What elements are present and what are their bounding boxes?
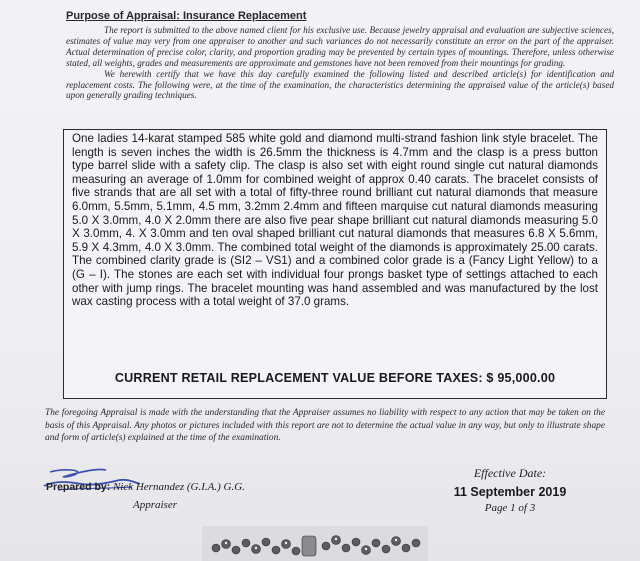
effective-date: 11 September 2019: [453, 485, 567, 499]
intro-paragraph-1: The report is submitted to the above named client for his exclusive use. Because jewelry appraisal and evaluation are subjective sciences, estimates of value may very from one appraiser to another and such variances do not necessarily constitute an error on the part of the appraiser. Actual determination of precise color, clarity, and proportion grading may be prevented by certain types of mountings. Therefore, unless otherwise stated, all weights, grades and measurements are approximate and gemstones have not been removed from their mountings for grading.: [66, 25, 614, 68]
effective-date-block: [430, 466, 590, 514]
effective-date-label: Effective Date:: [473, 466, 547, 480]
preparer-name: Nick Hernandez (G.I.A.) G.G.: [112, 481, 245, 493]
purpose-heading: Purpose of Appraisal: Insurance Replacement: [66, 10, 307, 22]
intro-paragraph-2: We herewith certify that we have this day carefully examined the following listed and described article(s) for identification and replacement costs. The following were, at the time of the examination, the characteristics determining the appraised value of the article(s) based upon generally grading techniques.: [66, 68, 614, 101]
intro-section: [66, 25, 614, 101]
prepared-label: Prepared by:: [46, 481, 111, 493]
prepared-by: [46, 481, 245, 493]
bracelet-photo-icon: [202, 526, 428, 561]
page-number: Page 1 of 3: [484, 502, 536, 514]
replacement-value: CURRENT RETAIL REPLACEMENT VALUE BEFORE TAXES: $ 95,000.00: [114, 371, 556, 385]
item-description: One ladies 14-karat stamped 585 white gold and diamond multi-strand fashion link style bracelet. The length is seven inches the width is 26.5mm the thickness is 4.7mm and the clasp is a press button type barrel slide with a safety clip. The clasp is also set with eight round single cut natural diamonds measuring an average of 1.0mm for combined weight of approx 0.40 carats. The bracelet consists of five strands that are all set with a total of fifty-three round brilliant cut natural diamonds that measure 6.0mm, 5.5mm, 5.1mm, 4.5 mm, 3.2mm 2.4mm and fifteen marquise cut natural diamonds measuring 5.0 X 3.0mm, 4.0 X 2.0mm there are also five pear shape brilliant cut natural diamonds measuring 5.0 X 3.0mm, 4. X 3.0mm and ten oval shaped brilliant cut natural diamonds that measures 6.8 X 5.6mm, 5.9 X 4.3mm, 4.0 X 3.0mm. The combined total weight of the diamonds is approximately 25.00 carats. The combined clarity grade is (SI2 – VS1) and a combined color grade is a (Fancy Light Yellow) to a (G – I). The stones are each set with individual four prongs basket type of settings attached to each other with jump rings. The bracelet mounting was hand assembled and was manufactured by the lost wax casting process with a total weight of 37.0 grams.: [72, 132, 598, 309]
preparer-title: Appraiser: [133, 499, 177, 511]
item-description-box: [63, 129, 607, 399]
disclaimer-text: The foregoing Appraisal is made with the understanding that the Appraiser assumes no liability with respect to any action that may be taken on the basis of this Appraisal. Any photos or pictures included with this report are not to determine the actual value in any way, but only to illustrate shape and form of article(s) explained at the time of the examination.: [45, 408, 605, 444]
